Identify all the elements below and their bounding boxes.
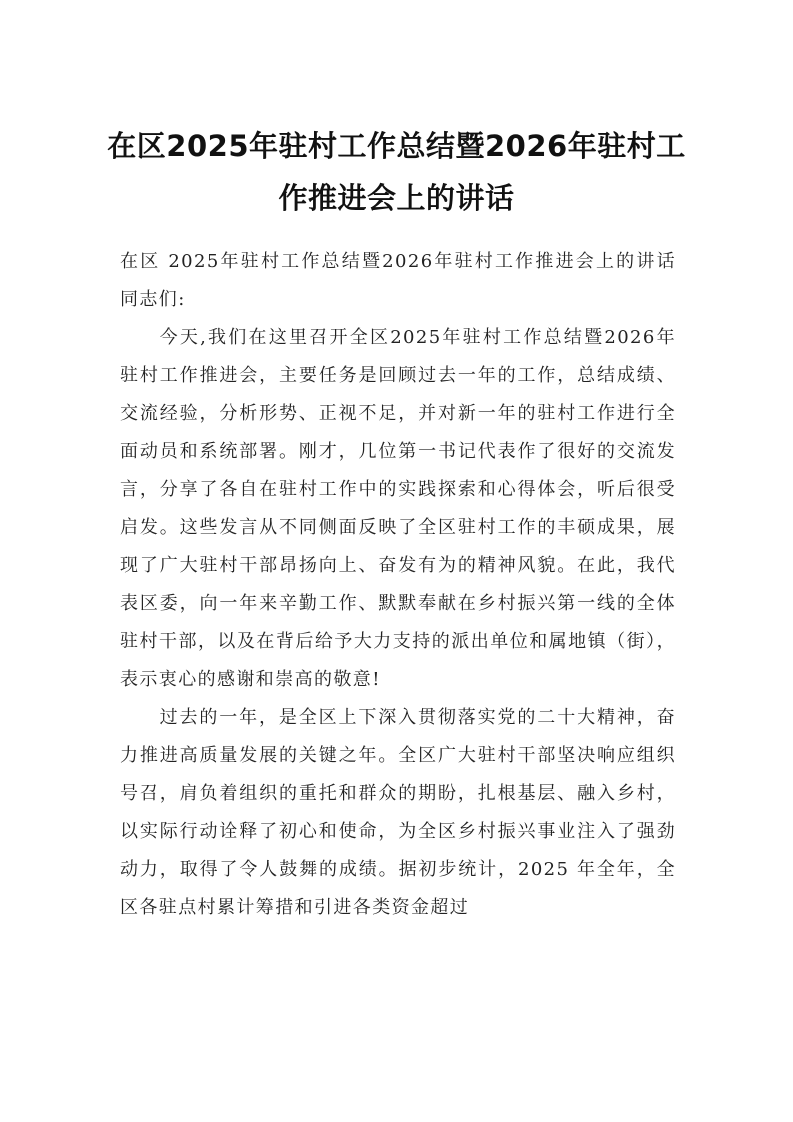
paragraph: 今天,我们在这里召开全区2025年驻村工作总结暨2026年驻村工作推进会，主要任务是回顾过去一年的工作，总结成绩、交流经验，分析形势、正视不足，并对新一年的驻村工作进行全面动员和系统部署。刚才，几位第一书记代表作了很好的交流发言，分享了各自在驻村工作中的实践探索和心得体会，听后很受启发。这些发言从不同侧面反映了全区驻村工作的丰硕成果，展现了广大驻村干部昂扬向上、奋发有为的精神风貌。在此，我代表区委，向一年来辛勤工作、默默奉献在乡村振兴第一线的全体驻村干部，以及在背后给予大力支持的派出单位和属地镇（街），表示衷心的感谢和崇高的敬意! (120, 327, 676, 690)
paragraph: 过去的一年，是全区上下深入贯彻落实党的二十大精神，奋力推进高质量发展的关键之年。全区广大驻村干部坚决响应组织号召，肩负着组织的重托和群众的期盼，扎根基层、融入乡村，以实际行动诠释了初心和使命，为全区乡村振兴事业注入了强劲动力，取得了令人鼓舞的成绩。据初步统计，2025 年全年，全区各驻点村累计筹措和引进各类资金超过 (120, 707, 676, 918)
document-body (120, 243, 676, 927)
opening-line: 在区 2025年驻村工作总结暨2026年驻村工作推进会上的讲话同志们: (120, 251, 676, 310)
document-title: 在区2025年驻村工作总结暨2026年驻村工作推进会上的讲话 (107, 129, 686, 215)
